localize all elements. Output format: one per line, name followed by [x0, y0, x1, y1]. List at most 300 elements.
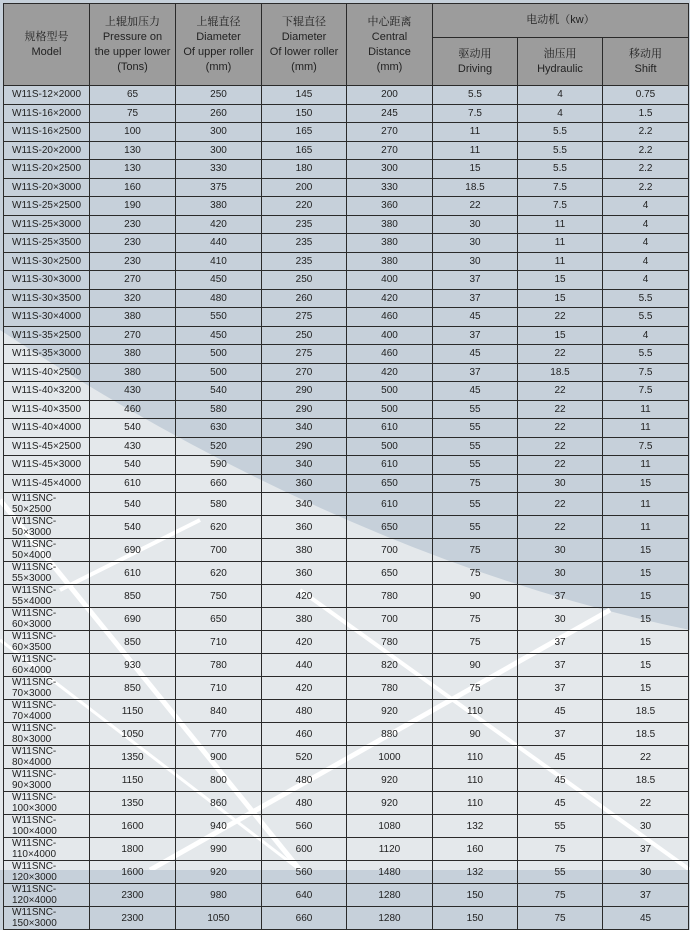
cell-lower-roller: 460: [262, 723, 347, 746]
cell-shift: 30: [603, 861, 689, 884]
cell-driving: 75: [433, 608, 518, 631]
cell-hydraulic: 22: [518, 345, 603, 364]
cell-central-distance: 400: [347, 271, 433, 290]
cell-hydraulic: 37: [518, 654, 603, 677]
cell-shift: 5.5: [603, 308, 689, 327]
cell-driving: 37: [433, 326, 518, 345]
cell-upper-roller: 920: [176, 861, 262, 884]
cell-model: W11S-45×4000: [4, 474, 90, 493]
cell-driving: 150: [433, 907, 518, 930]
cell-lower-roller: 600: [262, 838, 347, 861]
cell-driving: 55: [433, 437, 518, 456]
cell-model: W11SNC-120×4000: [4, 884, 90, 907]
table-row: [4, 861, 689, 884]
cell-pressure: 320: [90, 289, 176, 308]
cell-hydraulic: 22: [518, 493, 603, 516]
cell-model: W11S-12×2000: [4, 86, 90, 105]
cell-upper-roller: 450: [176, 271, 262, 290]
cell-shift: 0.75: [603, 86, 689, 105]
cell-model: W11SNC-55×4000: [4, 585, 90, 608]
cell-shift: 15: [603, 539, 689, 562]
table-row: [4, 539, 689, 562]
cell-hydraulic: 22: [518, 437, 603, 456]
table-row: [4, 104, 689, 123]
cell-hydraulic: 75: [518, 907, 603, 930]
cell-shift: 2.2: [603, 141, 689, 160]
cell-model: W11S-16×2000: [4, 104, 90, 123]
header-model: 规格型号 Model: [4, 4, 90, 86]
cell-shift: 2.2: [603, 123, 689, 142]
cell-shift: 7.5: [603, 437, 689, 456]
cell-model: W11SNC-80×4000: [4, 746, 90, 769]
cell-model: W11SNC-55×3000: [4, 562, 90, 585]
cell-pressure: 690: [90, 539, 176, 562]
table-row: [4, 815, 689, 838]
cell-driving: 45: [433, 345, 518, 364]
cell-driving: 75: [433, 562, 518, 585]
cell-pressure: 1600: [90, 815, 176, 838]
cell-hydraulic: 22: [518, 308, 603, 327]
cell-upper-roller: 710: [176, 677, 262, 700]
cell-upper-roller: 1050: [176, 907, 262, 930]
table-row: [4, 723, 689, 746]
table-row: [4, 700, 689, 723]
cell-upper-roller: 860: [176, 792, 262, 815]
cell-shift: 15: [603, 677, 689, 700]
cell-model: W11S-35×3000: [4, 345, 90, 364]
cell-model: W11S-40×3500: [4, 400, 90, 419]
cell-pressure: 380: [90, 308, 176, 327]
cell-upper-roller: 480: [176, 289, 262, 308]
cell-shift: 11: [603, 456, 689, 475]
cell-upper-roller: 800: [176, 769, 262, 792]
table-row: [4, 608, 689, 631]
cell-model: W11SNC-110×4000: [4, 838, 90, 861]
cell-central-distance: 460: [347, 308, 433, 327]
cell-driving: 160: [433, 838, 518, 861]
cell-lower-roller: 360: [262, 516, 347, 539]
cell-pressure: 690: [90, 608, 176, 631]
table-row: [4, 363, 689, 382]
cell-shift: 4: [603, 271, 689, 290]
cell-upper-roller: 580: [176, 400, 262, 419]
cell-upper-roller: 700: [176, 539, 262, 562]
table-row: [4, 197, 689, 216]
cell-driving: 150: [433, 884, 518, 907]
table-row: [4, 585, 689, 608]
cell-central-distance: 610: [347, 493, 433, 516]
header-shift: 移动用 Shift: [603, 38, 689, 86]
cell-driving: 45: [433, 308, 518, 327]
cell-shift: 2.2: [603, 178, 689, 197]
cell-model: W11S-30×4000: [4, 308, 90, 327]
cell-lower-roller: 235: [262, 215, 347, 234]
cell-hydraulic: 22: [518, 419, 603, 438]
cell-hydraulic: 4: [518, 86, 603, 105]
cell-central-distance: 780: [347, 631, 433, 654]
header-hydraulic: 油压用 Hydraulic: [518, 38, 603, 86]
cell-pressure: 2300: [90, 907, 176, 930]
cell-shift: 2.2: [603, 160, 689, 179]
table-row: [4, 382, 689, 401]
cell-driving: 55: [433, 493, 518, 516]
cell-pressure: 540: [90, 493, 176, 516]
cell-pressure: 270: [90, 326, 176, 345]
cell-driving: 11: [433, 141, 518, 160]
cell-central-distance: 500: [347, 400, 433, 419]
cell-model: W11S-45×2500: [4, 437, 90, 456]
table-row: [4, 456, 689, 475]
cell-shift: 7.5: [603, 363, 689, 382]
cell-hydraulic: 30: [518, 474, 603, 493]
cell-central-distance: 700: [347, 539, 433, 562]
table-row: [4, 400, 689, 419]
cell-model: W11S-16×2500: [4, 123, 90, 142]
cell-model: W11SNC-50×4000: [4, 539, 90, 562]
cell-upper-roller: 940: [176, 815, 262, 838]
cell-hydraulic: 22: [518, 516, 603, 539]
cell-central-distance: 1480: [347, 861, 433, 884]
cell-lower-roller: 560: [262, 861, 347, 884]
cell-pressure: 540: [90, 456, 176, 475]
cell-upper-roller: 260: [176, 104, 262, 123]
cell-hydraulic: 11: [518, 215, 603, 234]
cell-hydraulic: 15: [518, 289, 603, 308]
cell-shift: 15: [603, 631, 689, 654]
cell-model: W11S-20×2500: [4, 160, 90, 179]
cell-lower-roller: 420: [262, 677, 347, 700]
cell-lower-roller: 165: [262, 141, 347, 160]
cell-lower-roller: 180: [262, 160, 347, 179]
cell-lower-roller: 560: [262, 815, 347, 838]
cell-lower-roller: 420: [262, 631, 347, 654]
cell-driving: 110: [433, 746, 518, 769]
cell-central-distance: 1120: [347, 838, 433, 861]
cell-central-distance: 460: [347, 345, 433, 364]
cell-upper-roller: 620: [176, 562, 262, 585]
cell-central-distance: 880: [347, 723, 433, 746]
cell-model: W11S-40×2500: [4, 363, 90, 382]
table-row: [4, 769, 689, 792]
cell-hydraulic: 37: [518, 723, 603, 746]
cell-hydraulic: 55: [518, 861, 603, 884]
header-lower-roller: 下辊直径 Diameter Of lower roller (mm): [262, 4, 347, 86]
cell-shift: 18.5: [603, 769, 689, 792]
table-row: [4, 562, 689, 585]
cell-shift: 15: [603, 562, 689, 585]
cell-hydraulic: 4: [518, 104, 603, 123]
cell-central-distance: 920: [347, 792, 433, 815]
table-row: [4, 792, 689, 815]
cell-upper-roller: 660: [176, 474, 262, 493]
cell-pressure: 540: [90, 516, 176, 539]
cell-shift: 11: [603, 493, 689, 516]
cell-driving: 75: [433, 631, 518, 654]
cell-lower-roller: 340: [262, 493, 347, 516]
cell-pressure: 540: [90, 419, 176, 438]
cell-shift: 18.5: [603, 723, 689, 746]
cell-lower-roller: 380: [262, 608, 347, 631]
cell-upper-roller: 440: [176, 234, 262, 253]
cell-shift: 4: [603, 215, 689, 234]
cell-lower-roller: 235: [262, 252, 347, 271]
cell-upper-roller: 300: [176, 123, 262, 142]
cell-central-distance: 245: [347, 104, 433, 123]
header-pressure: 上辊加压力 Pressure on the upper lower (Tons): [90, 4, 176, 86]
table-row: [4, 308, 689, 327]
cell-model: W11S-35×2500: [4, 326, 90, 345]
cell-lower-roller: 250: [262, 326, 347, 345]
cell-hydraulic: 5.5: [518, 123, 603, 142]
cell-upper-roller: 990: [176, 838, 262, 861]
cell-pressure: 190: [90, 197, 176, 216]
cell-model: W11S-20×2000: [4, 141, 90, 160]
cell-model: W11SNC-100×3000: [4, 792, 90, 815]
cell-lower-roller: 150: [262, 104, 347, 123]
cell-central-distance: 610: [347, 419, 433, 438]
cell-driving: 30: [433, 215, 518, 234]
cell-pressure: 2300: [90, 884, 176, 907]
cell-lower-roller: 145: [262, 86, 347, 105]
cell-lower-roller: 260: [262, 289, 347, 308]
cell-pressure: 850: [90, 585, 176, 608]
cell-upper-roller: 300: [176, 141, 262, 160]
cell-upper-roller: 710: [176, 631, 262, 654]
cell-hydraulic: 11: [518, 234, 603, 253]
table-row: [4, 677, 689, 700]
cell-central-distance: 1280: [347, 907, 433, 930]
cell-driving: 5.5: [433, 86, 518, 105]
cell-lower-roller: 420: [262, 585, 347, 608]
cell-central-distance: 780: [347, 677, 433, 700]
cell-lower-roller: 235: [262, 234, 347, 253]
cell-lower-roller: 275: [262, 308, 347, 327]
cell-upper-roller: 770: [176, 723, 262, 746]
cell-lower-roller: 640: [262, 884, 347, 907]
table-row: [4, 474, 689, 493]
cell-pressure: 130: [90, 141, 176, 160]
cell-upper-roller: 500: [176, 363, 262, 382]
cell-upper-roller: 630: [176, 419, 262, 438]
cell-pressure: 1350: [90, 746, 176, 769]
cell-shift: 5.5: [603, 289, 689, 308]
cell-hydraulic: 45: [518, 700, 603, 723]
cell-central-distance: 820: [347, 654, 433, 677]
cell-hydraulic: 37: [518, 677, 603, 700]
table-row: [4, 516, 689, 539]
cell-upper-roller: 900: [176, 746, 262, 769]
cell-hydraulic: 22: [518, 382, 603, 401]
cell-hydraulic: 75: [518, 884, 603, 907]
cell-model: W11S-30×2500: [4, 252, 90, 271]
cell-hydraulic: 45: [518, 746, 603, 769]
cell-lower-roller: 165: [262, 123, 347, 142]
cell-upper-roller: 780: [176, 654, 262, 677]
cell-shift: 11: [603, 419, 689, 438]
specifications-table: [3, 3, 689, 930]
cell-pressure: 1350: [90, 792, 176, 815]
cell-hydraulic: 30: [518, 608, 603, 631]
cell-model: W11S-20×3000: [4, 178, 90, 197]
cell-driving: 15: [433, 160, 518, 179]
cell-central-distance: 650: [347, 562, 433, 585]
cell-model: W11S-25×2500: [4, 197, 90, 216]
cell-driving: 45: [433, 382, 518, 401]
cell-lower-roller: 360: [262, 474, 347, 493]
cell-upper-roller: 580: [176, 493, 262, 516]
cell-pressure: 130: [90, 160, 176, 179]
cell-pressure: 1600: [90, 861, 176, 884]
cell-upper-roller: 500: [176, 345, 262, 364]
cell-upper-roller: 420: [176, 215, 262, 234]
cell-model: W11SNC-60×3000: [4, 608, 90, 631]
cell-driving: 132: [433, 815, 518, 838]
cell-driving: 75: [433, 677, 518, 700]
table-row: [4, 234, 689, 253]
cell-lower-roller: 250: [262, 271, 347, 290]
cell-upper-roller: 250: [176, 86, 262, 105]
cell-hydraulic: 7.5: [518, 197, 603, 216]
cell-hydraulic: 15: [518, 271, 603, 290]
cell-model: W11SNC-50×2500: [4, 493, 90, 516]
cell-hydraulic: 11: [518, 252, 603, 271]
cell-upper-roller: 980: [176, 884, 262, 907]
cell-driving: 132: [433, 861, 518, 884]
cell-pressure: 930: [90, 654, 176, 677]
table-body: [4, 86, 689, 930]
cell-upper-roller: 840: [176, 700, 262, 723]
cell-driving: 110: [433, 769, 518, 792]
cell-driving: 55: [433, 516, 518, 539]
cell-hydraulic: 22: [518, 400, 603, 419]
table-row: [4, 178, 689, 197]
table-row: [4, 493, 689, 516]
cell-pressure: 1050: [90, 723, 176, 746]
cell-driving: 90: [433, 654, 518, 677]
cell-driving: 37: [433, 289, 518, 308]
cell-shift: 15: [603, 474, 689, 493]
table-row: [4, 215, 689, 234]
cell-central-distance: 400: [347, 326, 433, 345]
table-row: [4, 838, 689, 861]
cell-central-distance: 380: [347, 234, 433, 253]
table-row: [4, 141, 689, 160]
cell-pressure: 1150: [90, 769, 176, 792]
cell-upper-roller: 410: [176, 252, 262, 271]
cell-lower-roller: 480: [262, 769, 347, 792]
cell-driving: 7.5: [433, 104, 518, 123]
cell-shift: 18.5: [603, 700, 689, 723]
cell-pressure: 380: [90, 363, 176, 382]
header-motor: 电动机（kw）: [433, 4, 689, 38]
cell-lower-roller: 290: [262, 382, 347, 401]
table-row: [4, 271, 689, 290]
cell-model: W11SNC-80×3000: [4, 723, 90, 746]
cell-model: W11SNC-60×4000: [4, 654, 90, 677]
cell-shift: 4: [603, 234, 689, 253]
cell-model: W11SNC-150×3000: [4, 907, 90, 930]
cell-central-distance: 380: [347, 252, 433, 271]
cell-pressure: 610: [90, 474, 176, 493]
cell-lower-roller: 360: [262, 562, 347, 585]
cell-central-distance: 650: [347, 474, 433, 493]
cell-hydraulic: 30: [518, 562, 603, 585]
cell-pressure: 100: [90, 123, 176, 142]
cell-shift: 11: [603, 400, 689, 419]
cell-driving: 110: [433, 792, 518, 815]
cell-pressure: 430: [90, 437, 176, 456]
cell-central-distance: 500: [347, 437, 433, 456]
cell-lower-roller: 480: [262, 700, 347, 723]
cell-hydraulic: 5.5: [518, 141, 603, 160]
cell-central-distance: 1080: [347, 815, 433, 838]
cell-model: W11S-25×3000: [4, 215, 90, 234]
cell-upper-roller: 330: [176, 160, 262, 179]
cell-driving: 75: [433, 539, 518, 562]
cell-model: W11SNC-60×3500: [4, 631, 90, 654]
cell-lower-roller: 480: [262, 792, 347, 815]
cell-central-distance: 780: [347, 585, 433, 608]
cell-pressure: 430: [90, 382, 176, 401]
cell-hydraulic: 5.5: [518, 160, 603, 179]
cell-model: W11S-25×3500: [4, 234, 90, 253]
cell-model: W11S-30×3500: [4, 289, 90, 308]
header-upper-roller: 上辊直径 Diameter Of upper roller (mm): [176, 4, 262, 86]
cell-lower-roller: 200: [262, 178, 347, 197]
table-row: [4, 631, 689, 654]
cell-pressure: 230: [90, 215, 176, 234]
cell-central-distance: 380: [347, 215, 433, 234]
cell-shift: 15: [603, 608, 689, 631]
cell-lower-roller: 380: [262, 539, 347, 562]
cell-upper-roller: 750: [176, 585, 262, 608]
cell-upper-roller: 375: [176, 178, 262, 197]
cell-pressure: 610: [90, 562, 176, 585]
cell-central-distance: 920: [347, 769, 433, 792]
cell-shift: 30: [603, 815, 689, 838]
cell-shift: 4: [603, 197, 689, 216]
cell-hydraulic: 75: [518, 838, 603, 861]
cell-upper-roller: 540: [176, 382, 262, 401]
cell-model: W11SNC-90×3000: [4, 769, 90, 792]
cell-hydraulic: 7.5: [518, 178, 603, 197]
cell-central-distance: 200: [347, 86, 433, 105]
table-row: [4, 326, 689, 345]
cell-lower-roller: 275: [262, 345, 347, 364]
cell-shift: 37: [603, 884, 689, 907]
cell-upper-roller: 450: [176, 326, 262, 345]
cell-hydraulic: 15: [518, 326, 603, 345]
cell-shift: 15: [603, 585, 689, 608]
cell-driving: 22: [433, 197, 518, 216]
cell-central-distance: 700: [347, 608, 433, 631]
table-row: [4, 289, 689, 308]
cell-model: W11S-40×4000: [4, 419, 90, 438]
cell-upper-roller: 650: [176, 608, 262, 631]
cell-central-distance: 300: [347, 160, 433, 179]
cell-central-distance: 650: [347, 516, 433, 539]
cell-driving: 55: [433, 419, 518, 438]
cell-lower-roller: 520: [262, 746, 347, 769]
cell-upper-roller: 620: [176, 516, 262, 539]
cell-hydraulic: 18.5: [518, 363, 603, 382]
cell-pressure: 65: [90, 86, 176, 105]
cell-model: W11SNC-70×3000: [4, 677, 90, 700]
cell-hydraulic: 45: [518, 769, 603, 792]
cell-hydraulic: 30: [518, 539, 603, 562]
cell-driving: 30: [433, 234, 518, 253]
header-driving: 驱动用 Driving: [433, 38, 518, 86]
